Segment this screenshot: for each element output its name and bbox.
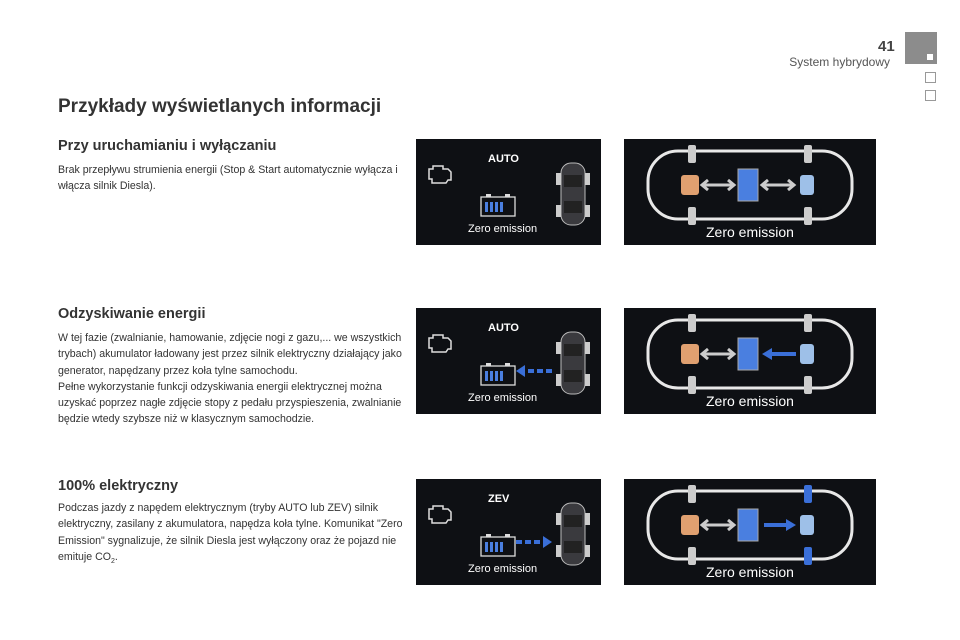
zero-emission-label: Zero emission	[468, 563, 538, 575]
main-title: Przykłady wyświetlanych informacji	[58, 96, 382, 117]
paragraph-text: Podczas jazdy z napędem elektrycznym (tryby AUTO lub ZEV) silnik elektryczny, zasilany z akumulatora, napędza koła tylne. Komunikat "Zero Emission" sygnalizuje, że silnik Diesla jest wyłączony oraz że pojazd nie emituje CO	[58, 502, 403, 563]
car-icon	[556, 330, 590, 396]
section-text-electric	[58, 500, 408, 570]
flow-arrow-right-icon	[514, 535, 554, 549]
chapter-title: System hybrydowy	[789, 55, 890, 69]
zero-emission-label: Zero emission	[706, 224, 794, 240]
zero-emission-label: Zero emission	[706, 393, 794, 409]
co2-subscript: 2	[110, 558, 115, 565]
paragraph: W tej fazie (zwalnianie, hamowanie, zdjęcie nogi z gazu,... we wszystkich trybach) akumulator ładowany jest przez silnik elektryczny działający jako generator, napędzany przez koła tylne samochodu.	[58, 332, 402, 377]
battery-icon	[480, 533, 516, 557]
battery-icon	[480, 193, 516, 217]
small-display-start-stop	[416, 139, 601, 245]
section-text-start-stop	[58, 162, 408, 195]
engine-icon	[426, 161, 456, 187]
battery-icon	[480, 362, 516, 386]
large-display-start-stop	[624, 139, 876, 245]
flow-arrow-left-icon	[514, 364, 554, 378]
car-icon	[556, 161, 590, 227]
section-text-regeneration	[58, 330, 408, 428]
section-title-electric: 100% elektryczny	[58, 478, 179, 494]
engine-icon	[426, 501, 456, 527]
mode-label: ZEV	[488, 493, 510, 505]
car-icon	[556, 501, 590, 567]
end-punctuation: .	[114, 550, 118, 563]
zero-emission-label: Zero emission	[706, 564, 794, 580]
paragraph	[58, 500, 408, 570]
engine-icon	[426, 330, 456, 356]
tab-box-2	[925, 90, 936, 101]
page-number: 41	[878, 38, 895, 55]
small-display-electric	[416, 479, 601, 585]
small-display-regeneration	[416, 308, 601, 414]
mode-label: AUTO	[488, 322, 519, 334]
mode-label: AUTO	[488, 153, 519, 165]
paragraph: Pełne wykorzystanie funkcji odzyskiwania energii elektrycznej można uzyskać poprzez nagłe zdjęcie stopy z pedału przyspieszenia, zwalnianie będzie wtedy szybsze niż w klasycznym samochodzie.	[58, 380, 402, 426]
section-title-regeneration: Odzyskiwanie energii	[58, 306, 206, 322]
tab-box-1	[925, 72, 936, 83]
zero-emission-label: Zero emission	[468, 392, 538, 404]
large-display-regeneration	[624, 308, 876, 414]
chapter-tab	[905, 32, 937, 64]
section-title-start-stop: Przy uruchamianiu i wyłączaniu	[58, 138, 277, 154]
zero-emission-label: Zero emission	[468, 223, 538, 235]
large-display-electric	[624, 479, 876, 585]
paragraph: Brak przepływu strumienia energii (Stop & Start automatycznie wyłącza i włącza silnik Diesla).	[58, 164, 398, 193]
